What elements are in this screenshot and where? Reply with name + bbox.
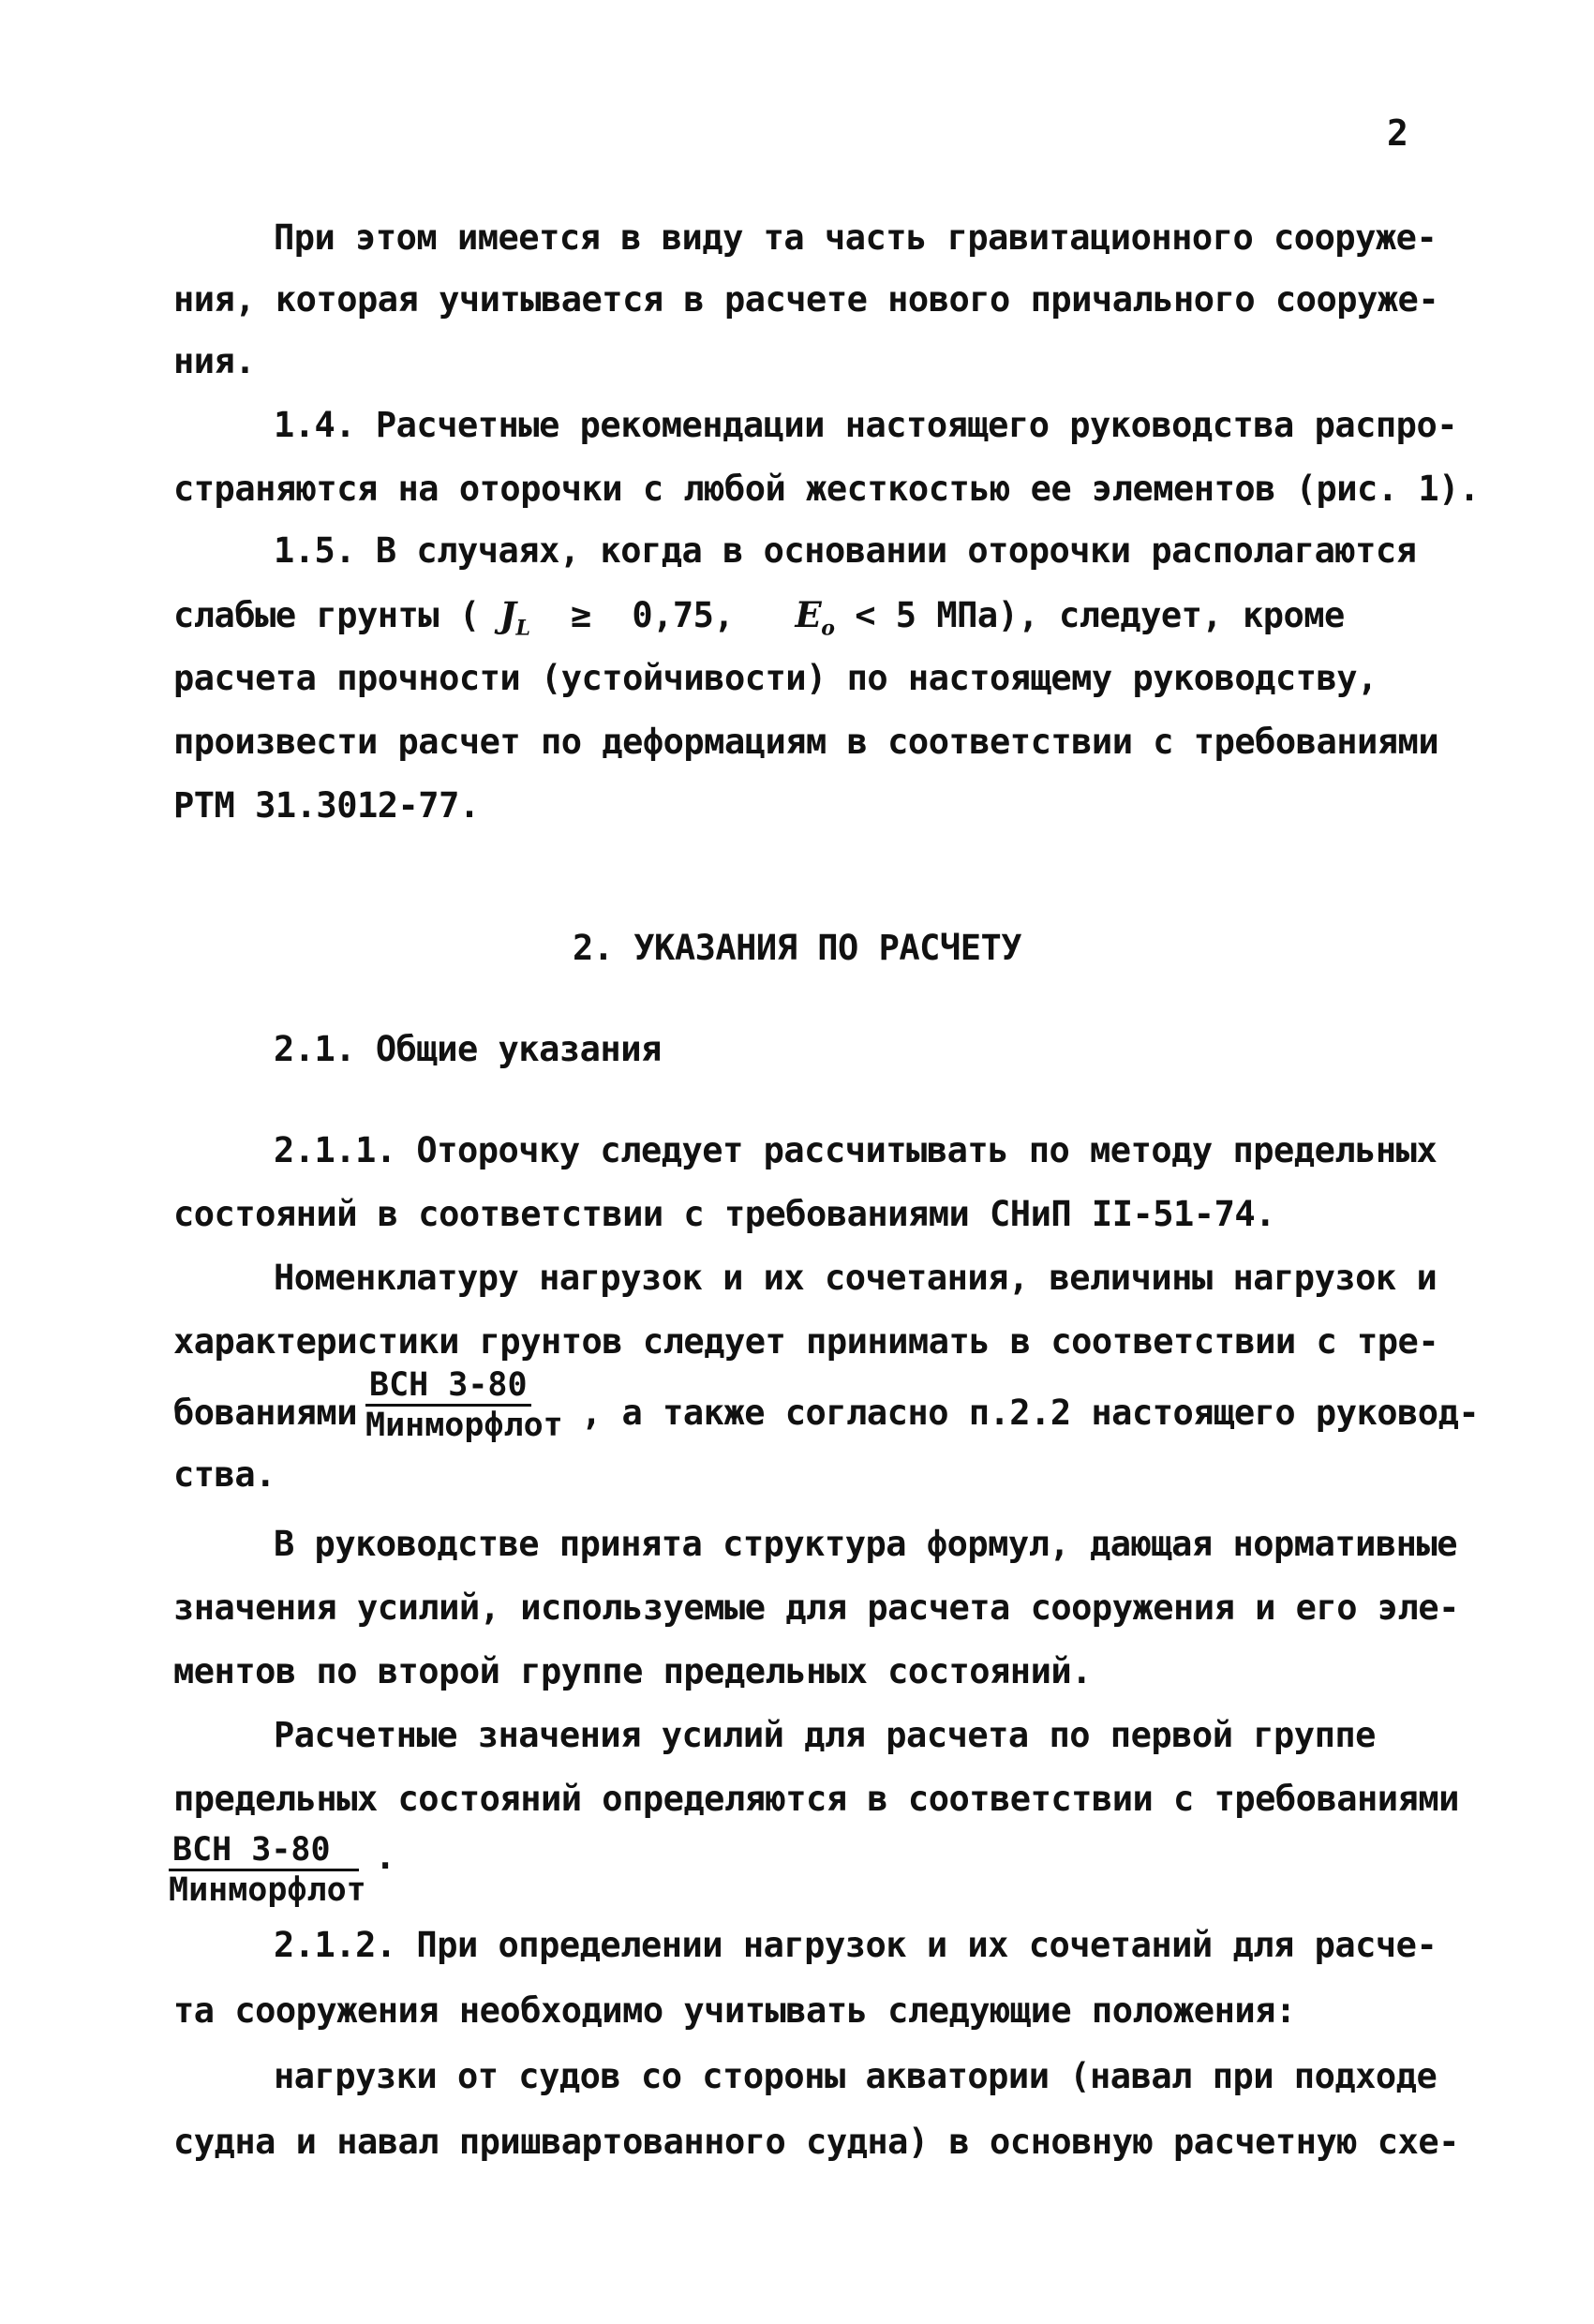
clause-2-1-2-line: та сооружения необходимо учитывать следующие положения: xyxy=(173,1990,1296,2031)
text-fragment: слабые грунты ( xyxy=(173,595,480,635)
vsn-fraction xyxy=(169,1831,366,1909)
clause-1-5-line: 1.5. В случаях, когда в основании оторочки располагаются xyxy=(274,530,1417,571)
paragraph-line: судна и навал пришвартованного судна) в основную расчетную схе- xyxy=(173,2122,1459,2162)
paragraph-line: Номенклатуру нагрузок и их сочетания, величины нагрузок и xyxy=(274,1258,1438,1298)
subscript: L xyxy=(515,616,530,641)
paragraph-line: предельных состояний определяются в соответствии с требованиями xyxy=(173,1779,1459,1819)
clause-1-4-line: страняются на оторочки с любой жесткостью ее элементов (рис. 1). xyxy=(173,469,1480,509)
vsn-fraction xyxy=(365,1366,563,1444)
modulus-symbol: $E_o$ xyxy=(795,594,835,641)
paragraph-line-suffix: , а также согласно п.2.2 настоящего руковод- xyxy=(581,1393,1480,1433)
page-number: 2 xyxy=(1387,112,1408,154)
subscript: o xyxy=(821,616,835,641)
clause-1-5-formula-line xyxy=(173,594,1345,648)
fraction-numerator: ВСН 3-80 xyxy=(169,1831,359,1871)
paragraph-line: В руководстве принята структура формул, дающая нормативные xyxy=(274,1524,1458,1564)
clause-1-5-line: произвести расчет по деформациям в соответствии с требованиями xyxy=(173,722,1439,762)
section-title: 2. УКАЗАНИЯ ПО РАСЧЕТУ xyxy=(572,928,1022,968)
paragraph-line-prefix: бованиями xyxy=(173,1393,357,1433)
paragraph-line: значения усилий, используемые для расчета сооружения и его эле- xyxy=(173,1587,1459,1628)
paragraph-line: ния, которая учитывается в расчете нового причального сооруже- xyxy=(173,279,1439,320)
fraction-denominator: Минморфлот xyxy=(169,1871,366,1909)
clause-1-4-line: 1.4. Расчетные рекомендации настоящего руководства распро- xyxy=(274,405,1458,445)
clause-2-1-2-line: 2.1.2. При определении нагрузок и их сочетаний для расче- xyxy=(274,1925,1438,1965)
ge-sign: ≥ xyxy=(570,595,591,635)
lt-sign: < xyxy=(855,595,875,635)
liquidity-index-symbol: $J_L$ xyxy=(499,594,530,641)
paragraph-line: ния. xyxy=(173,341,256,381)
value: 0,75, xyxy=(632,595,735,635)
subsection-title: 2.1. Общие указания xyxy=(274,1029,662,1069)
period: . xyxy=(375,1837,395,1877)
paragraph-line: Расчетные значения усилий для расчета по первой группе xyxy=(274,1715,1376,1755)
clause-1-5-line: РТМ 31.3012-77. xyxy=(173,785,480,826)
fraction-numerator: ВСН 3-80 xyxy=(365,1366,531,1407)
paragraph-line: нагрузки от судов со стороны акватории (навал при подходе xyxy=(274,2056,1438,2096)
paragraph-line: характеристики грунтов следует принимать в соответствии с тре- xyxy=(173,1321,1439,1362)
paragraph-line: ментов по второй группе предельных состояний. xyxy=(173,1651,1092,1691)
clause-2-1-1-line: состояний в соответствии с требованиями СНиП II-51-74. xyxy=(173,1194,1275,1234)
clause-1-5-line: расчета прочности (устойчивости) по настоящему руководству, xyxy=(173,658,1378,698)
text-fragment: 5 МПа), следует, кроме xyxy=(895,595,1345,635)
paragraph-line: При этом имеется в виду та часть гравитационного сооруже- xyxy=(274,217,1438,258)
paragraph-line: ства. xyxy=(173,1454,276,1495)
fraction-denominator: Минморфлот xyxy=(365,1407,563,1444)
clause-2-1-1-line: 2.1.1. Оторочку следует рассчитывать по методу предельных xyxy=(274,1130,1438,1170)
